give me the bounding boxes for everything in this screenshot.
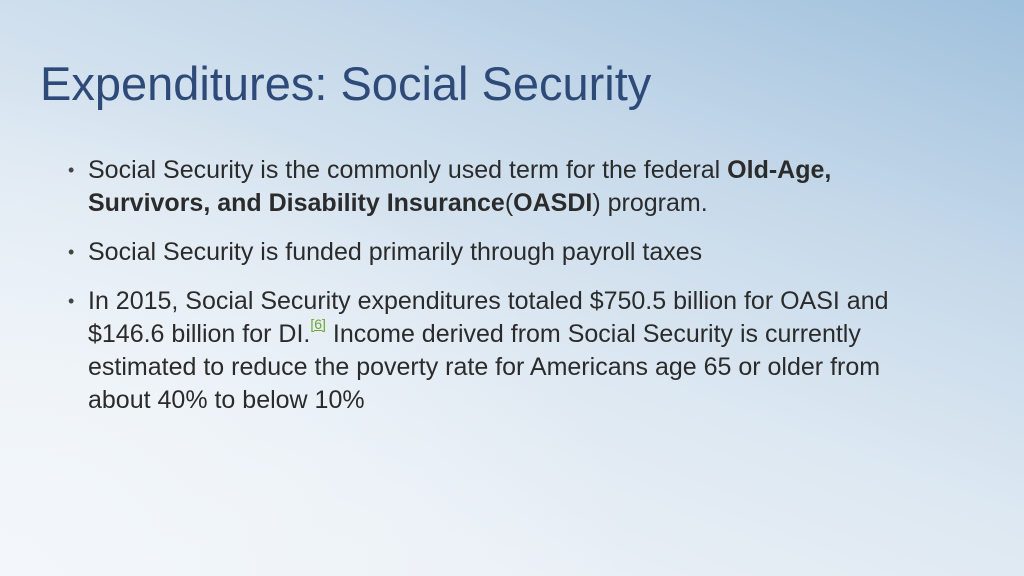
bullet-glyph: • [68, 160, 75, 180]
bullet-text: Social Security is the commonly used term for the federal [88, 156, 728, 184]
slide-title: Expenditures: Social Security [40, 57, 652, 110]
bullet-text: Social Security is funded primarily through payroll taxes [88, 238, 703, 266]
bullet-glyph: • [68, 242, 75, 262]
bullet-text: Income derived from Social Security is currently estimated to reduce the poverty rate for Americans age 65 or older from about 40% to below 10% [88, 320, 881, 414]
reference-link[interactable]: [6] [310, 316, 326, 332]
bullet-item-oasdi-definition [68, 154, 898, 220]
bullet-text-bold-acronym: OASDI [513, 189, 593, 217]
bullet-item-expenditures [68, 285, 898, 417]
bullet-list [68, 154, 898, 433]
bullet-text: ) program. [592, 189, 708, 217]
bullet-text: ( [504, 189, 514, 217]
bullet-item-funding [68, 236, 898, 269]
bullet-text-bold-program-name: Old-Age, Survivors, and Disability Insurance [88, 156, 832, 217]
bullet-text: In 2015, Social Security expenditures totaled $750.5 billion for OASI and $146.6 billion for DI. [88, 287, 889, 348]
bullet-glyph: • [68, 291, 75, 311]
